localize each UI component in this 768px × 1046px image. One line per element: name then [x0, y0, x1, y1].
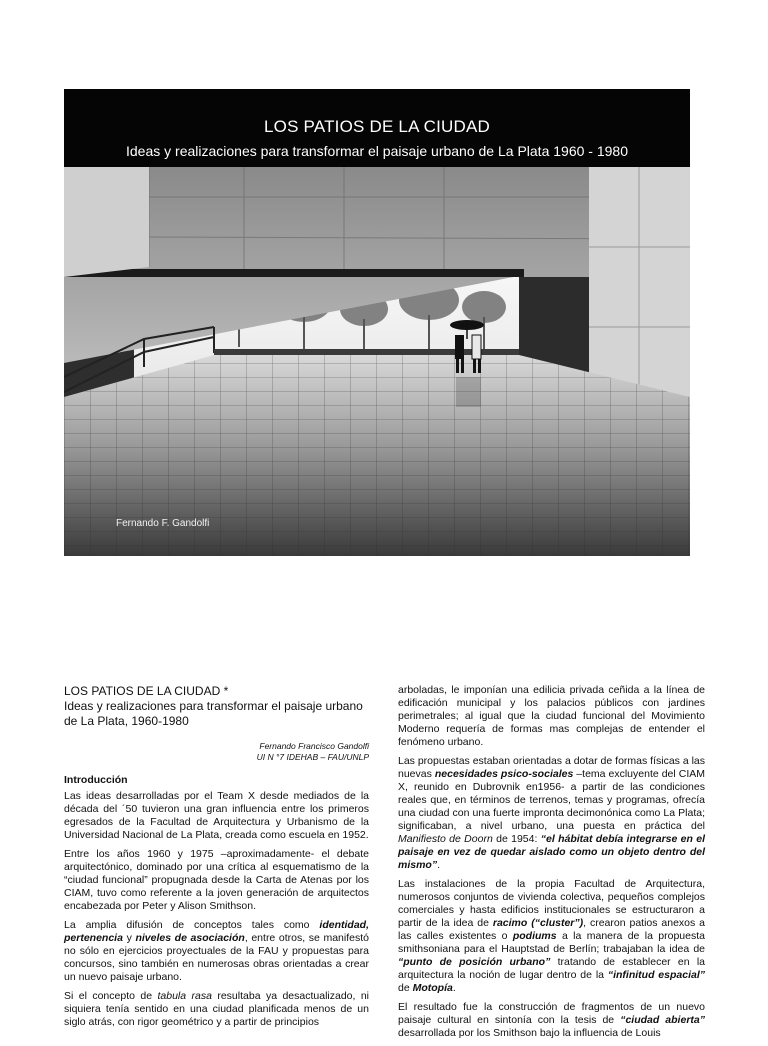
text-run: resultaba ya desactualizado, ni siquiera tenía sentido en una ciudad planificada menos de un siglo atrás, con rigor geométrico y a partir de principios [64, 990, 370, 1028]
cover-photo [64, 167, 690, 556]
emphasis: “punto de posición urbano” [398, 956, 551, 968]
emphasis: necesidades psico-sociales [434, 768, 574, 780]
emphasis: “el hábitat debía integrarse en el paisaje en vez de quedar aislado como un objeto dentro del mismo” [398, 833, 705, 871]
text-run: . [437, 859, 441, 871]
emphasis: “infinitud espacial” [607, 969, 705, 981]
text-run: tratando de establecer en la arquitectura la noción de lugar dentro de la [398, 956, 705, 981]
text-run: . [452, 982, 456, 994]
article-subtitle: Ideas y realizaciones para transformar el paisaje urbano de La Plata, 1960-1980 [64, 699, 363, 728]
text-run: Las propuestas estaban orientadas a dotar de formas físicas a las nuevas [398, 755, 706, 780]
emphasis: pertenencia [64, 932, 123, 944]
text-run: de [398, 982, 413, 994]
section-heading: Introducción [64, 774, 128, 786]
emphasis: Manifiesto de Doorn [398, 833, 493, 845]
author-affiliation: UI N °7 IDEHAB – FAU/UNLP [256, 752, 369, 762]
emphasis: podiums [512, 930, 557, 942]
cover-image-block [64, 89, 690, 556]
text-run: , crearon patios anexos a las calles existentes o [398, 917, 706, 942]
article-title: LOS PATIOS DE LA CIUDAD * [64, 684, 229, 698]
paragraph [64, 990, 369, 1029]
text-run: Si el concepto de [64, 990, 158, 1002]
article-right-column [398, 684, 705, 1046]
emphasis: tabula rasa [157, 990, 212, 1002]
text-run: a la manera de la propuesta smithsoniana para el Hauptstad de Berlín; trabajaban la idea de [398, 930, 705, 955]
cover-subtitle: Ideas y realizaciones para transformar el paisaje urbano de La Plata 1960 - 1980 [126, 143, 628, 159]
emphasis: niveles de asociación [135, 932, 245, 944]
cover-title-band [64, 89, 690, 167]
paragraph [398, 755, 705, 872]
emphasis: “ciudad abierta” [620, 1014, 705, 1026]
emphasis: identidad, [319, 919, 369, 931]
byline [64, 741, 369, 763]
left-body [64, 790, 369, 1029]
paragraph [64, 919, 369, 984]
text-run: –tema excluyente del CIAM X, reunido en Dubrovnik en1956- a partir de las condiciones reales que, en términos de terrenos, temas y programas, ofrecía una ciudad con una fuerte impronta decimonónica como La Plata; significaban, a nivel urbano, una puesta en práctica del [398, 768, 705, 832]
paragraph: arboladas, le imponían una edilicia privada ceñida a la línea de edificación municipal y los palacios públicos con jardines perimetrales; al igual que la ciudad funcional del Movimiento Moderno requería de formas mas complejas de entender el fenómeno urbano. [398, 684, 705, 748]
emphasis: Motopía [412, 982, 453, 994]
paragraph [398, 1001, 705, 1040]
cover-title: LOS PATIOS DE LA CIUDAD [264, 117, 490, 136]
text-run: y [122, 932, 136, 944]
article-left-column [64, 684, 369, 1035]
text-run: Las instalaciones de la propia Facultad de Arquitectura, numerosos conjuntos de vivienda colectiva, pequeños complejos comerciales y hasta edificios institucionales se estructuraron a partir de la idea de [398, 878, 705, 929]
text-run: La amplia difusión de conceptos tales como [64, 919, 320, 931]
paragraph: Las ideas desarrolladas por el Team X desde mediados de la década del ´50 tuvieron una gran influencia entre los primeros egresados de la Facultad de Arquitectura y Urbanismo de la Universidad Nacional de La Plata, creada como escuela en 1952. [64, 790, 369, 841]
text-run: desarrollada por los Smithson bajo la influencia de Louis [398, 1027, 661, 1039]
paragraph [398, 878, 705, 995]
paragraph: Entre los años 1960 y 1975 –aproximadamente- el debate arquitectónico, dominado por una crítica al esquematismo de la “ciudad funcional” propugnada desde la Carta de Atenas por los CIAM, tuvo como referente a la joven generación de arquitectos encabezada por Peter y Alison Smithson. [64, 848, 369, 912]
author-name: Fernando Francisco Gandolfi [259, 741, 369, 751]
emphasis: racimo (“cluster”) [492, 917, 584, 929]
text-run: El resultado fue la construcción de fragmentos de un nuevo paisaje cultural en sintonía con la tesis de [398, 1001, 705, 1026]
text-run: de 1954: [492, 833, 541, 845]
photo-credit: Fernando F. Gandolfi [116, 518, 210, 529]
text-run: , entre otros, se manifestó no sólo en ejercicios proyectuales de la FAU y propuestas para concursos, sino también en numerosas obras orientadas a crear un nuevo paisaje urbano. [64, 932, 369, 983]
